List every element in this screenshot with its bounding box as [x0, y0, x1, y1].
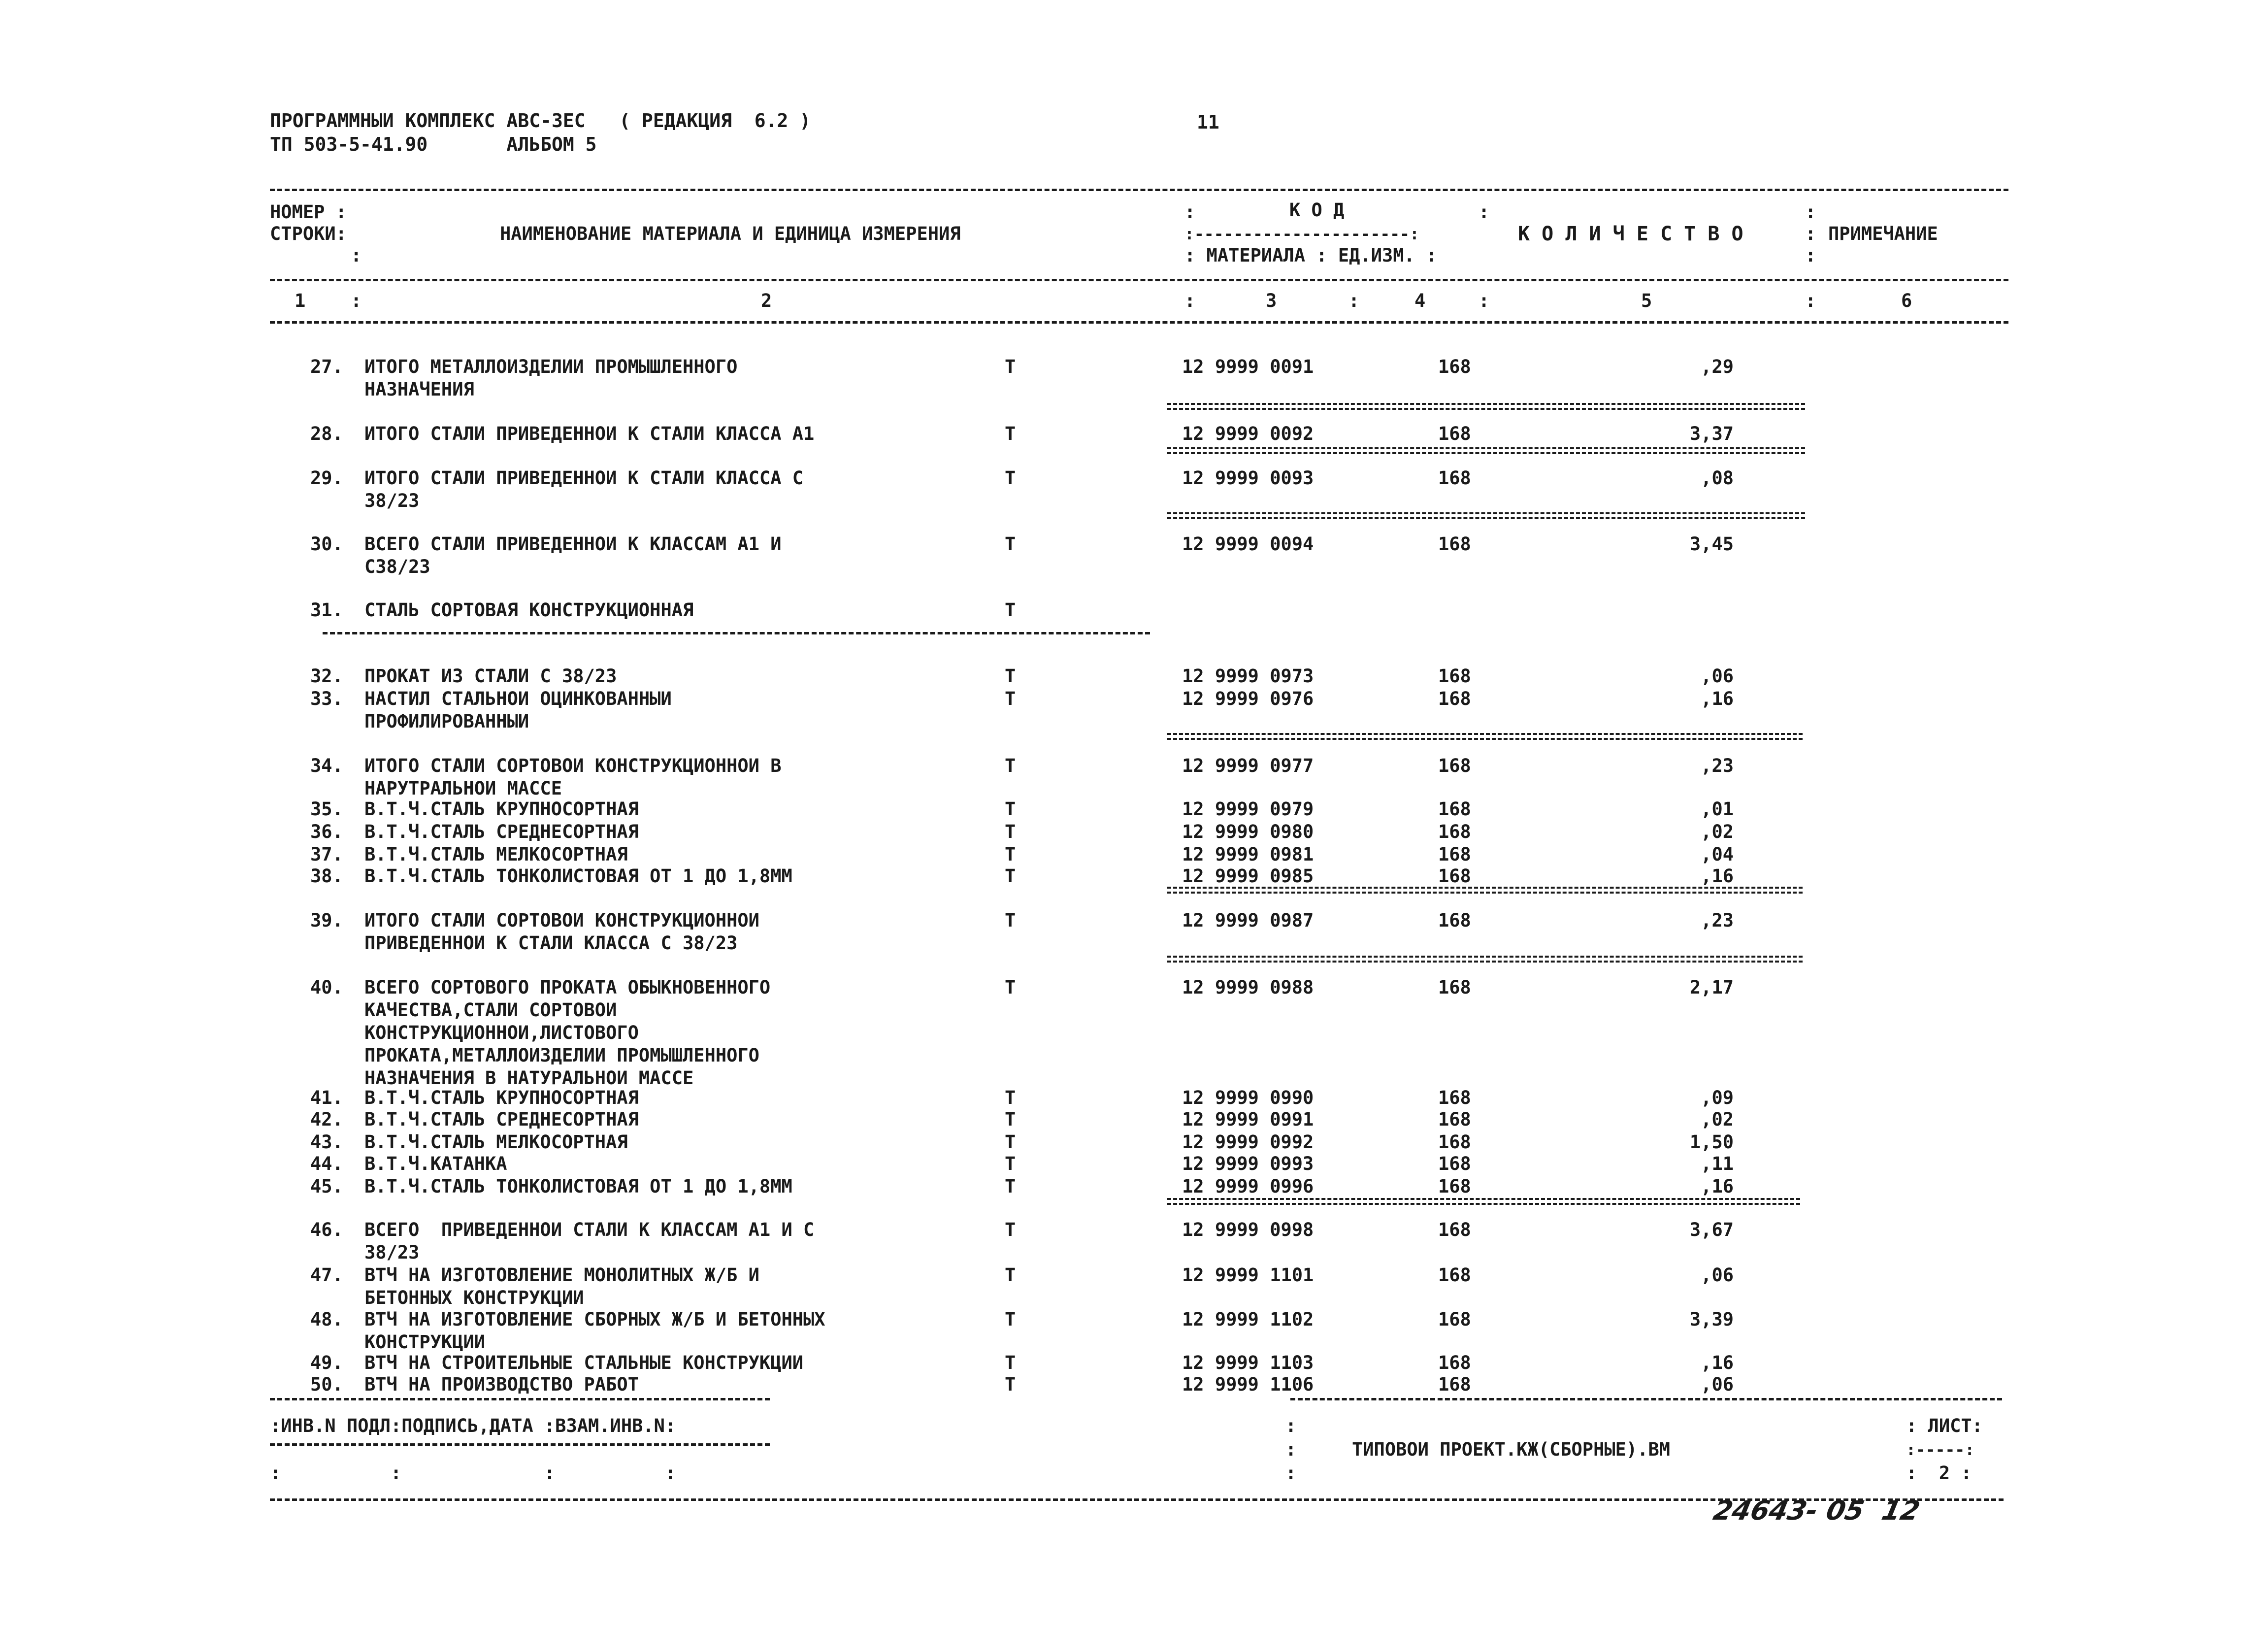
colnum-sep: :	[1479, 290, 1490, 311]
material-name: ВСЕГО ПРИВЕДЕННОИ СТАЛИ К КЛАССАМ А1 И С	[364, 1219, 815, 1240]
material-code: 12 9999 0973	[1182, 665, 1314, 687]
unit-code: 168	[1438, 665, 1471, 687]
unit-code: 168	[1438, 821, 1471, 842]
unit: Т	[1005, 599, 1016, 621]
unit-code: 168	[1438, 977, 1471, 998]
header-colon: :	[1184, 201, 1196, 223]
material-code: 12 9999 0987	[1182, 910, 1314, 931]
colnum-6: 6	[1901, 290, 1912, 311]
material-name: ВСЕГО СТАЛИ ПРИВЕДЕННОИ К КЛАССАМ А1 И	[364, 533, 782, 555]
material-name: ИТОГО СТАЛИ ПРИВЕДЕННОИ К СТАЛИ КЛАССА А1	[364, 423, 815, 444]
row-number: 46.	[310, 1219, 343, 1240]
row-number: 31.	[310, 599, 343, 621]
total-rule	[1167, 733, 1803, 740]
page-number: 11	[1197, 111, 1219, 133]
unit: Т	[1005, 356, 1016, 377]
material-name: ИТОГО СТАЛИ ПРИВЕДЕННОИ К СТАЛИ КЛАССА С	[364, 467, 804, 489]
title-colon: :	[1285, 1439, 1297, 1460]
header-code-separator: :----------------------:	[1184, 224, 1419, 243]
row-number: 29.	[310, 467, 343, 489]
header-quantity: К О Л И Ч Е С Т В О	[1518, 223, 1743, 245]
material-code: 12 9999 0976	[1182, 688, 1314, 709]
colnum-4: 4	[1414, 290, 1426, 311]
header-name-column: НАИМЕНОВАНИЕ МАТЕРИАЛА И ЕДИНИЦА ИЗМЕРЕНИЯ	[500, 223, 961, 244]
row-number: 50.	[310, 1374, 343, 1395]
colnum-sep: :	[1348, 290, 1360, 311]
material-name: ВСЕГО СОРТОВОГО ПРОКАТА ОБЫКНОВЕННОГО	[364, 977, 771, 998]
header-colon: :	[1805, 201, 1816, 223]
colnum-sep: :	[351, 290, 362, 311]
total-rule	[1167, 1198, 1800, 1205]
row-number: 47.	[310, 1264, 343, 1286]
quantity-value: ,16	[1701, 865, 1734, 887]
material-code: 12 9999 0981	[1182, 844, 1314, 865]
stamp-labels: :ИНВ.N ПОДЛ:ПОДПИСЬ,ДАТА :ВЗАМ.ИНВ.N:	[270, 1415, 676, 1436]
header-code-subcolumns: : МАТЕРИАЛА : ЕД.ИЗМ. :	[1184, 245, 1437, 266]
row-number: 35.	[310, 798, 343, 820]
material-code: 12 9999 0990	[1182, 1087, 1314, 1108]
row-number: 44.	[310, 1153, 343, 1174]
colnum-3: 3	[1266, 290, 1277, 311]
material-name: В.Т.Ч.СТАЛЬ ТОНКОЛИСТОВАЯ ОТ 1 ДО 1,8ММ	[364, 1176, 792, 1197]
material-name-continued: ПРОФИЛИРОВАННЫИ	[364, 711, 529, 732]
handwritten-number: 24643- 05 12	[1710, 1495, 1923, 1526]
material-name: В.Т.Ч.СТАЛЬ КРУПНОСОРТНАЯ	[364, 1087, 639, 1108]
unit: Т	[1005, 1087, 1016, 1108]
unit: Т	[1005, 977, 1016, 998]
unit: Т	[1005, 423, 1016, 444]
unit: Т	[1005, 844, 1016, 865]
material-name-continued: КАЧЕСТВА,СТАЛИ СОРТОВОИ	[364, 999, 617, 1021]
quantity-value: ,02	[1701, 1109, 1734, 1130]
material-name: В.Т.Ч.СТАЛЬ ТОНКОЛИСТОВАЯ ОТ 1 ДО 1,8ММ	[364, 865, 792, 887]
unit: Т	[1005, 1309, 1016, 1330]
quantity-value: ,02	[1701, 821, 1734, 842]
unit-code: 168	[1438, 798, 1471, 820]
unit: Т	[1005, 1176, 1016, 1197]
material-name: ВТЧ НА ИЗГОТОВЛЕНИЕ МОНОЛИТНЫХ Ж/Б И	[364, 1264, 759, 1286]
material-name-continued: БЕТОННЫХ КОНСТРУКЦИИ	[364, 1287, 584, 1308]
quantity-value: 3,67	[1689, 1219, 1734, 1240]
material-code: 12 9999 0992	[1182, 1131, 1314, 1153]
program-title: ПРОГРАММНЫИ КОМПЛЕКС АВС-3ЕС ( РЕДАКЦИЯ 6.2 )	[270, 110, 811, 132]
material-name-continued: КОНСТРУКЦИОННОИ,ЛИСТОВОГО	[364, 1022, 639, 1043]
header-code-label: К О Д	[1289, 199, 1345, 221]
quantity-value: 2,17	[1689, 977, 1734, 998]
row-number: 28.	[310, 423, 343, 444]
quantity-value: ,29	[1701, 356, 1734, 377]
unit-code: 168	[1438, 1352, 1471, 1373]
material-code: 12 9999 0998	[1182, 1219, 1314, 1240]
unit: Т	[1005, 1374, 1016, 1395]
unit-code: 168	[1438, 1309, 1471, 1330]
material-code: 12 9999 0996	[1182, 1176, 1314, 1197]
material-name: ИТОГО СТАЛИ СОРТОВОИ КОНСТРУКЦИОННОИ	[364, 910, 759, 931]
material-code: 12 9999 1103	[1182, 1352, 1314, 1373]
unit-code: 168	[1438, 356, 1471, 377]
title-block-top-rule	[1290, 1398, 2002, 1400]
quantity-value: ,04	[1701, 844, 1734, 865]
material-name: В.Т.Ч.СТАЛЬ МЕЛКОСОРТНАЯ	[364, 1131, 628, 1153]
unit-code: 168	[1438, 467, 1471, 489]
colnum-2: 2	[761, 290, 772, 311]
project-code: ТП 503-5-41.90 АЛЬБОМ 5	[270, 133, 597, 155]
quantity-value: ,09	[1701, 1087, 1734, 1108]
material-name-continued: КОНСТРУКЦИИ	[364, 1331, 486, 1353]
material-code: 12 9999 0093	[1182, 467, 1314, 489]
sheet-number: : 2 :	[1906, 1463, 1972, 1484]
material-code: 12 9999 0092	[1182, 423, 1314, 444]
quantity-value: ,23	[1701, 910, 1734, 931]
material-code: 12 9999 0980	[1182, 821, 1314, 842]
unit-code: 168	[1438, 1374, 1471, 1395]
quantity-value: ,16	[1701, 688, 1734, 709]
material-name-continued: НАРУТРАЛЬНОИ МАССЕ	[364, 778, 562, 799]
material-name: ИТОГО МЕТАЛЛОИЗДЕЛИИ ПРОМЫШЛЕННОГО	[364, 356, 738, 377]
quantity-value: 3,39	[1689, 1309, 1734, 1330]
header-row-num-2: СТРОКИ:	[270, 223, 347, 244]
unit-code: 168	[1438, 688, 1471, 709]
total-rule	[1167, 447, 1805, 454]
stamp-row: : : : :	[270, 1463, 676, 1484]
material-code: 12 9999 0091	[1182, 356, 1314, 377]
row-number: 43.	[310, 1131, 343, 1153]
stamp-mid-rule	[270, 1443, 770, 1446]
quantity-value: ,23	[1701, 755, 1734, 776]
quantity-value: ,06	[1701, 1374, 1734, 1395]
row-number: 34.	[310, 755, 343, 776]
material-name: В.Т.Ч.СТАЛЬ СРЕДНЕСОРТНАЯ	[364, 1109, 639, 1130]
material-name: В.Т.Ч.КАТАНКА	[364, 1153, 507, 1174]
row-number: 36.	[310, 821, 343, 842]
unit: Т	[1005, 755, 1016, 776]
row-number: 48.	[310, 1309, 343, 1330]
material-code: 12 9999 0979	[1182, 798, 1314, 820]
unit: Т	[1005, 821, 1016, 842]
unit: Т	[1005, 910, 1016, 931]
sheet-label: : ЛИСТ:	[1906, 1415, 1983, 1436]
unit-code: 168	[1438, 1087, 1471, 1108]
quantity-value: 3,45	[1689, 533, 1734, 555]
total-rule	[1167, 512, 1805, 519]
unit-code: 168	[1438, 844, 1471, 865]
unit: Т	[1005, 533, 1016, 555]
unit-code: 168	[1438, 1219, 1471, 1240]
unit-code: 168	[1438, 1176, 1471, 1197]
row-number: 40.	[310, 977, 343, 998]
row-number: 42.	[310, 1109, 343, 1130]
unit: Т	[1005, 665, 1016, 687]
material-name-continued: ПРИВЕДЕННОИ К СТАЛИ КЛАССА С 38/23	[364, 932, 738, 954]
unit: Т	[1005, 1352, 1016, 1373]
material-code: 12 9999 0993	[1182, 1153, 1314, 1174]
total-rule	[1167, 403, 1805, 410]
material-name: НАСТИЛ СТАЛЬНОИ ОЦИНКОВАННЫИ	[364, 688, 672, 709]
unit: Т	[1005, 1264, 1016, 1286]
colnum-5: 5	[1641, 290, 1652, 311]
quantity-value: ,16	[1701, 1352, 1734, 1373]
header-note: ПРИМЕЧАНИЕ	[1828, 223, 1938, 244]
row-number: 27.	[310, 356, 343, 377]
total-rule	[1167, 887, 1803, 894]
material-name: В.Т.Ч.СТАЛЬ КРУПНОСОРТНАЯ	[364, 798, 639, 820]
material-name-continued: ПРОКАТА,МЕТАЛЛОИЗДЕЛИИ ПРОМЫШЛЕННОГО	[364, 1045, 759, 1066]
quantity-value: ,16	[1701, 1176, 1734, 1197]
sheet-separator: :-----:	[1906, 1440, 1975, 1459]
header-colon: :	[1805, 245, 1816, 266]
quantity-value: ,11	[1701, 1153, 1734, 1174]
material-name: В.Т.Ч.СТАЛЬ МЕЛКОСОРТНАЯ	[364, 844, 628, 865]
material-code: 12 9999 0094	[1182, 533, 1314, 555]
material-name: ВТЧ НА СТРОИТЕЛЬНЫЕ СТАЛЬНЫЕ КОНСТРУКЦИИ	[364, 1352, 804, 1373]
title-colon: :	[1285, 1463, 1297, 1484]
material-name-continued: НАЗНАЧЕНИЯ	[364, 379, 474, 400]
row-number: 30.	[310, 533, 343, 555]
material-code: 12 9999 0977	[1182, 755, 1314, 776]
colnum-1: 1	[295, 290, 306, 311]
header-bottom-rule	[270, 279, 2008, 281]
header-colon: :	[1479, 201, 1490, 223]
unit: Т	[1005, 467, 1016, 489]
quantity-value: ,08	[1701, 467, 1734, 489]
unit: Т	[1005, 1109, 1016, 1130]
unit-code: 168	[1438, 865, 1471, 887]
unit: Т	[1005, 865, 1016, 887]
stamp-top-rule	[270, 1398, 770, 1400]
material-name: ИТОГО СТАЛИ СОРТОВОИ КОНСТРУКЦИОННОИ В	[364, 755, 782, 776]
material-name: В.Т.Ч.СТАЛЬ СРЕДНЕСОРТНАЯ	[364, 821, 639, 842]
header-row-num-1: НОМЕР :	[270, 201, 347, 223]
row-number: 33.	[310, 688, 343, 709]
unit-code: 168	[1438, 533, 1471, 555]
material-code: 12 9999 0988	[1182, 977, 1314, 998]
material-name: ПРОКАТ ИЗ СТАЛИ С 38/23	[364, 665, 617, 687]
colnum-sep: :	[1805, 290, 1816, 311]
unit-code: 168	[1438, 1153, 1471, 1174]
material-code: 12 9999 1102	[1182, 1309, 1314, 1330]
table-top-rule	[270, 189, 2008, 191]
row-number: 37.	[310, 844, 343, 865]
material-name-continued: 38/23	[364, 490, 420, 511]
material-code: 12 9999 1106	[1182, 1374, 1314, 1395]
total-rule	[1167, 956, 1803, 963]
unit-code: 168	[1438, 1109, 1471, 1130]
quantity-value: 3,37	[1689, 423, 1734, 444]
quantity-value: ,01	[1701, 798, 1734, 820]
unit-code: 168	[1438, 755, 1471, 776]
unit-code: 168	[1438, 1131, 1471, 1153]
row-number: 41.	[310, 1087, 343, 1108]
row-number: 32.	[310, 665, 343, 687]
quantity-value: 1,50	[1689, 1131, 1734, 1153]
material-code: 12 9999 1101	[1182, 1264, 1314, 1286]
project-title: ТИПОВОИ ПРОЕКТ.КЖ(СБОРНЫЕ).ВМ	[1352, 1439, 1671, 1460]
quantity-value: ,06	[1701, 1264, 1734, 1286]
row-number: 49.	[310, 1352, 343, 1373]
material-name: ВТЧ НА ПРОИЗВОДСТВО РАБОТ	[364, 1374, 639, 1395]
material-name: ВТЧ НА ИЗГОТОВЛЕНИЕ СБОРНЫХ Ж/Б И БЕТОННЫХ	[364, 1309, 825, 1330]
unit: Т	[1005, 798, 1016, 820]
row-number: 38.	[310, 865, 343, 887]
unit: Т	[1005, 1131, 1016, 1153]
unit: Т	[1005, 1153, 1016, 1174]
unit: Т	[1005, 688, 1016, 709]
title-colon: :	[1285, 1415, 1297, 1436]
material-name-continued: С38/23	[364, 556, 430, 577]
row-number: 45.	[310, 1176, 343, 1197]
unit-code: 168	[1438, 910, 1471, 931]
material-name: СТАЛЬ СОРТОВАЯ КОНСТРУКЦИОННАЯ	[364, 599, 694, 621]
column-numbers-rule	[270, 321, 2008, 324]
colnum-sep: :	[1184, 290, 1196, 311]
unit: Т	[1005, 1219, 1016, 1240]
section-rule	[323, 632, 1150, 634]
material-name-continued: 38/23	[364, 1242, 420, 1263]
header-row-num-3: :	[351, 245, 362, 266]
material-code: 12 9999 0991	[1182, 1109, 1314, 1130]
material-code: 12 9999 0985	[1182, 865, 1314, 887]
material-name-continued: НАЗНАЧЕНИЯ В НАТУРАЛЬНОИ МАССЕ	[364, 1067, 694, 1089]
quantity-value: ,06	[1701, 665, 1734, 687]
header-colon: :	[1805, 223, 1816, 244]
row-number: 39.	[310, 910, 343, 931]
unit-code: 168	[1438, 423, 1471, 444]
unit-code: 168	[1438, 1264, 1471, 1286]
